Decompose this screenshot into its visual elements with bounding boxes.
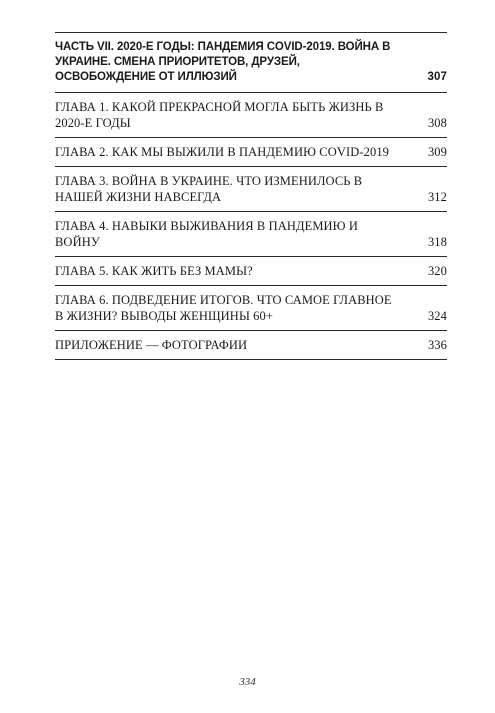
toc-part-entry[interactable] [55, 33, 447, 93]
toc-entry-chapter-1[interactable] [55, 93, 447, 138]
toc-entry-page: 320 [427, 264, 447, 278]
toc-entry-page: 336 [427, 338, 447, 352]
toc-entry-title: ПРИЛОЖЕНИЕ — ФОТОГРАФИИ [55, 338, 248, 352]
toc-entry-page: 324 [427, 309, 447, 323]
toc-entry-chapter-4[interactable] [55, 212, 447, 257]
toc-entry-title: ГЛАВА 5. КАК ЖИТЬ БЕЗ МАМЫ? [55, 264, 253, 278]
toc-entry-title: ГЛАВА 6. ПОДВЕДЕНИЕ ИТОГОВ. ЧТО САМОЕ ГЛАВНОЕ В ЖИЗНИ? ВЫВОДЫ ЖЕНЩИНЫ 60+ [55, 293, 392, 323]
toc-entry-page: 312 [427, 190, 447, 204]
toc-entry-title: ГЛАВА 4. НАВЫКИ ВЫЖИВАНИЯ В ПАНДЕМИЮ И ВОЙНУ [55, 219, 358, 249]
toc-entry-chapter-5[interactable] [55, 257, 447, 286]
toc-entry-title: ГЛАВА 3. ВОЙНА В УКРАИНЕ. ЧТО ИЗМЕНИЛОСЬ В НАШЕЙ ЖИЗНИ НАВСЕГДА [55, 174, 363, 204]
toc-entry-chapter-2[interactable] [55, 138, 447, 167]
toc-entry-appendix[interactable] [55, 331, 447, 360]
toc-entry-page: 309 [427, 145, 447, 159]
toc-entry-page: 308 [427, 116, 447, 130]
page-number: 334 [239, 676, 256, 688]
toc-entry-chapter-3[interactable] [55, 167, 447, 212]
toc-part-title: ЧАСТЬ VII. 2020-Е ГОДЫ: ПАНДЕМИЯ COVID-2019. ВОЙНА В УКРАИНЕ. СМЕНА ПРИОРИТЕТОВ, ДРУЗЕЙ, ОСВОБОЖДЕНИЕ ОТ ИЛЛЮЗИЙ [55, 41, 391, 83]
table-of-contents [55, 32, 447, 360]
toc-entry-title: ГЛАВА 2. КАК МЫ ВЫЖИЛИ В ПАНДЕМИЮ COVID-2019 [55, 145, 390, 159]
toc-entry-title: ГЛАВА 1. КАКОЙ ПРЕКРАСНОЙ МОГЛА БЫТЬ ЖИЗНЬ В 2020-Е ГОДЫ [55, 100, 384, 130]
toc-entry-chapter-6[interactable] [55, 286, 447, 331]
toc-part-page: 307 [427, 71, 447, 83]
toc-entry-page: 318 [427, 235, 447, 249]
